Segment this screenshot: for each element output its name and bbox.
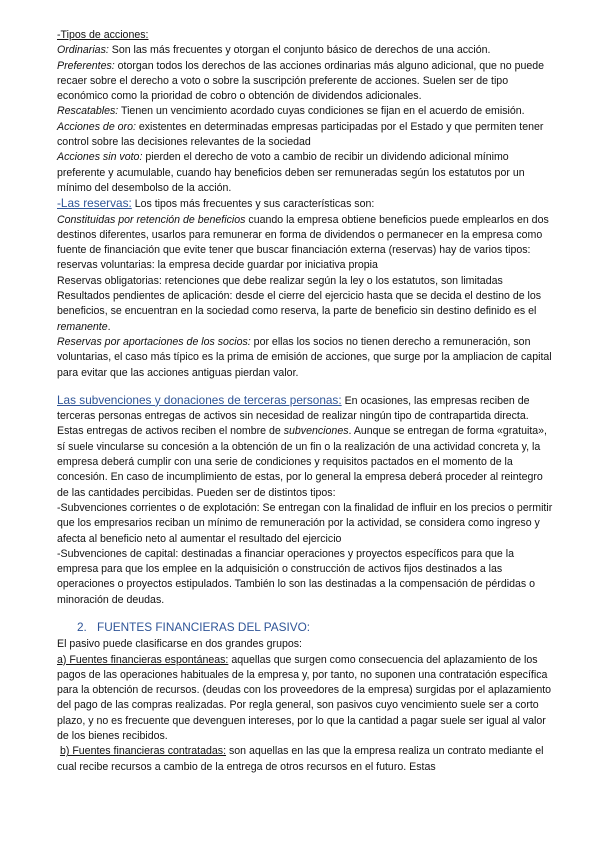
paragraph-constituidas xyxy=(57,213,557,259)
paragraph-ordinarias xyxy=(57,43,557,58)
text: otorgan todos los derechos de las acciones ordinarias más alguno adicional, que no puede recaer sobre el derecho a voto o sobre la suscripción preferente de acciones. Suelen ser de tipo económico como la prioridad de cobro o obtención de dividendos adicionales. xyxy=(57,59,545,103)
term: Rescatables: xyxy=(57,105,119,118)
subheading: b) Fuentes financieras contratadas: xyxy=(59,745,227,758)
term: Acciones sin voto: xyxy=(57,151,143,164)
subvenciones-heading: Las subvenciones y donaciones de terceras personas: xyxy=(57,392,342,407)
text: . Aunque se entregan de forma «gratuita», sí suele vincularse su concesión a la obtención de un fin o la realización de una actividad concreta y, la empresa deberá cumplir con una serie de condiciones y requisitos pactados en el momento de la concesión. En caso de incumplimiento de estas, por lo general la empresa deberá proceder al reintegro de las cantidades percibidas. Pueden ser de distintos tipos: xyxy=(57,425,547,499)
paragraph-pasivo-intro: El pasivo puede clasificarse en dos grandes grupos: xyxy=(57,638,302,651)
subheading: a) Fuentes financieras espontáneas: xyxy=(57,653,229,666)
document-page xyxy=(57,28,557,775)
term: Ordinarias: xyxy=(57,44,109,57)
term: Preferentes: xyxy=(57,59,115,72)
text: Tienen un vencimiento acordado cuyas condiciones se fijan en el acuerdo de emisión. xyxy=(118,105,525,118)
paragraph-rescatables xyxy=(57,104,557,119)
text: son aquellas en las que la empresa realiza un contrato mediante el cual recibe recursos a cambio de la entrega de otros recursos en el futuro. Estas xyxy=(57,745,544,773)
spacer xyxy=(57,381,557,393)
paragraph-pendientes xyxy=(57,289,557,335)
text: Resultados pendientes de aplicación: desde el cierre del ejercicio hasta que se decida el destino de los beneficios, se encuentran en la sociedad como reserva, la parte de beneficio sin destino definido es el xyxy=(57,290,542,318)
paragraph-subvenciones-capital: -Subvenciones de capital: destinadas a financiar operaciones y proyectos específicos para que la empresa para que los emplee en la adquisición o construcción de activos fijos destinados a las operaciones o proyectos estipulados. También lo son las destinadas a la compensación de pérdidas o minoración de deudas. xyxy=(57,547,536,606)
term: Reservas por aportaciones de los socios: xyxy=(57,335,251,348)
section-title: FUENTES FINANCIERAS DEL PASIVO: xyxy=(97,619,311,634)
section-number: 2. xyxy=(77,619,87,634)
paragraph-subvenciones-corrientes: -Subvenciones corrientes o de explotación: Se entregan con la finalidad de influir en los precios o permitir que los empresarios reciban un mínimo de remuneración por la actividad, se considera como ingreso y afecta al beneficio neto al aumentar el resultado del ejercicio xyxy=(57,501,553,545)
paragraph-subvenciones xyxy=(57,393,557,501)
text: existentes en determinadas empresas participadas por el Estado y que permiten tener control sobre las decisiones relevantes de la sociedad xyxy=(57,120,544,149)
term: subvenciones xyxy=(283,425,349,438)
text: Los tipos más frecuentes y sus características son: xyxy=(131,198,375,211)
reservas-intro xyxy=(57,196,557,212)
tipos-acciones-heading xyxy=(57,28,557,43)
paragraph-aportaciones xyxy=(57,335,557,381)
text: pierden el derecho de voto a cambio de recibir un dividendo adicional mínimo preferente y acumulable, cuando hay beneficios deben ser remuneradas según los estatutos por un mínimo del desembolso de la acción. xyxy=(57,151,525,194)
text: aquellas que surgen como consecuencia del aplazamiento de los pagos de las operaciones habituales de la empresa y, por tanto, no suponen una contratación específica para la obtención de recursos. (deudas con los proveedores de la empresa) surgidas por el aplazamiento del pago de las compras realizadas. Por regla general, son pasivos cuyo vencimiento suele ser a corto plazo, y no es frecuente que devenguen intereses, por lo que la cantidad a pagar suele ser igual al valor de los bienes recibidos. xyxy=(57,653,552,743)
text: En ocasiones, las empresas reciben de terceras personas entregas de activos sin necesidad de realizar ningún tipo de contrapartida directa. Estas entregas de activos reciben el nombre de xyxy=(57,394,530,438)
paragraph-espontaneas xyxy=(57,653,557,745)
paragraph-obligatorias: Reservas obligatorias: retenciones que debe realizar según la ley o los estatutos, son limitadas xyxy=(57,274,503,287)
text: Son las más frecuentes y otorgan el conjunto básico de derechos de una acción. xyxy=(108,44,491,57)
term: Acciones de oro: xyxy=(57,120,136,133)
text: por ellas los socios no tienen derecho a remuneración, son voluntarias, el caso más típico es la prima de emisión de acciones, que surge por la ampliacion de capital para evitar que las acciones antiguas pierdan valor. xyxy=(57,335,552,379)
paragraph-acciones-sin-voto xyxy=(57,150,557,196)
section-heading-pasivo xyxy=(57,620,557,635)
text: cuando la empresa obtiene beneficios puede emplearlos en dos destinos diferentes, usarlos para remunerar en forma de dividendos o permanecer en la empresa como fuente de financiación que evite tener que buscar financiación externa (reservas) hay de varios tipos: xyxy=(57,213,549,257)
paragraph-contratadas xyxy=(57,744,557,775)
term: remanente xyxy=(57,320,108,333)
paragraph-acciones-oro xyxy=(57,120,557,151)
text-end: . xyxy=(107,320,111,333)
heading-text: -Tipos de acciones: xyxy=(57,29,149,41)
spacer xyxy=(57,608,557,620)
reservas-heading: -Las reservas: xyxy=(57,196,132,211)
paragraph-voluntarias: reservas voluntarias: la empresa decide guardar por iniciativa propia xyxy=(57,259,378,272)
paragraph-preferentes xyxy=(57,59,557,105)
term: Constituidas por retención de beneficios xyxy=(57,213,246,226)
